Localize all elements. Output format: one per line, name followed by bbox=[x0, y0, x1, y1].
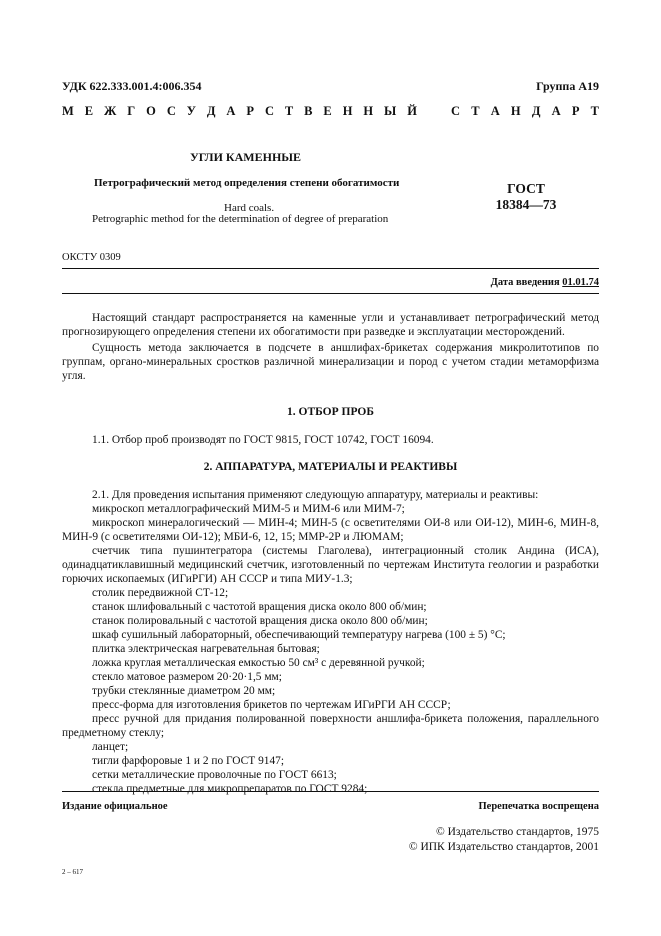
list-item: счетчик типа пушинтегратора (системы Глаголева), интеграционный столик Андина (ИСА), одинадцатиклавишный медицинский счетчик, изготовленный по чертежам Института геологии и разработки горючих ископаемых (ИГиРГИ) АН СССР и типа МИУ-1.3; bbox=[62, 545, 599, 585]
heading-letter: Р bbox=[246, 104, 255, 118]
intro-date-value: 01.01.74 bbox=[562, 277, 599, 288]
list-item: шкаф сушильный лабораторный, обеспечивающий температуру нагрева (100 ± 5) °С; bbox=[92, 629, 506, 641]
intro-paragraph: Настоящий стандарт распространяется на каменные угли и устанавливает петрографический метод прогнозирующего определения степени их обогатимости при разведке и эксплуатации месторождений. bbox=[62, 312, 599, 338]
heading-letter: Ы bbox=[384, 104, 397, 118]
list-item: микроскоп металлографический МИМ-5 и МИМ-6 или МИМ-7; bbox=[92, 503, 405, 515]
section-paragraph: 1.1. Отбор проб производят по ГОСТ 9815, ГОСТ 10742, ГОСТ 16094. bbox=[92, 434, 434, 446]
section-2 bbox=[62, 460, 599, 796]
interstate-standard-heading bbox=[62, 104, 599, 119]
section-1 bbox=[62, 405, 599, 447]
list-item: трубки стеклянные диаметром 20 мм; bbox=[92, 685, 276, 697]
reprint-notice: Перепечатка воспрещена bbox=[478, 801, 599, 812]
heading-letter: Д bbox=[206, 104, 216, 118]
intro-date-label: Дата введения bbox=[490, 277, 560, 288]
heading-letter: Д bbox=[531, 104, 541, 118]
interstate-word bbox=[62, 104, 417, 119]
list-item: пресс ручной для придания полированной поверхности аншлифа-брикета положения, параллельного предметному стеклу; bbox=[62, 713, 599, 739]
copyright-1975: © Издательство стандартов, 1975 bbox=[435, 826, 599, 838]
title-ru-sub: Петрографический метод определения степени обогатимости bbox=[94, 177, 400, 189]
heading-letter: Т bbox=[471, 104, 480, 118]
heading-letter: А bbox=[226, 104, 236, 118]
list-item: пресс-форма для изготовления брикетов по чертежам ИГиРГИ АН СССР; bbox=[92, 699, 451, 711]
heading-letter: Н bbox=[363, 104, 374, 118]
heading-letter: Н bbox=[342, 104, 353, 118]
standard-word bbox=[451, 104, 599, 119]
heading-letter: Г bbox=[127, 104, 136, 118]
list-item: тигли фарфоровые 1 и 2 по ГОСТ 9147; bbox=[92, 755, 285, 767]
official-edition: Издание официальное bbox=[62, 801, 168, 812]
heading-letter: М bbox=[62, 104, 74, 118]
divider-footer bbox=[62, 791, 599, 792]
group-code: Группа А19 bbox=[536, 79, 599, 93]
gost-number: 18384—73 bbox=[495, 197, 557, 212]
list-item: ланцет; bbox=[92, 741, 129, 753]
list-item: ложка круглая металлическая емкостью 50 см³ с деревянной ручкой; bbox=[92, 657, 425, 669]
heading-letter: Е bbox=[323, 104, 332, 118]
divider-date bbox=[62, 293, 599, 294]
heading-letter: У bbox=[186, 104, 196, 118]
list-item: столик передвижной СТ-12; bbox=[92, 587, 229, 599]
list-item: станок шлифовальный с частотой вращения диска около 800 об/мин; bbox=[92, 601, 427, 613]
copyright-2001: © ИПК Издательство стандартов, 2001 bbox=[408, 841, 599, 853]
heading-letter: А bbox=[551, 104, 561, 118]
intro-block bbox=[62, 311, 599, 383]
title-en-sub: Petrographic method for the determination of degree of preparation bbox=[92, 213, 389, 225]
list-item: плитка электрическая нагревательная бытовая; bbox=[92, 643, 320, 655]
section-lead: 2.1. Для проведения испытания применяют следующую аппаратуру, материалы и реактивы: bbox=[92, 489, 539, 501]
title-en-main: Hard coals. bbox=[224, 202, 275, 214]
heading-letter: Н bbox=[510, 104, 521, 118]
okstu-code: ОКСТУ 0309 bbox=[62, 252, 121, 263]
gost-designation bbox=[486, 181, 566, 213]
heading-letter: С bbox=[166, 104, 176, 118]
page-code: 2 – 617 bbox=[62, 868, 83, 876]
intro-paragraph: Сущность метода заключается в подсчете в аншлифах-брикетах содержания микролитотипов по группам, органо-минеральных сростков различной минерализации и пород с учетом стадии метаморфизма угля. bbox=[62, 342, 599, 382]
list-item: стекло матовое размером 20·20·1,5 мм; bbox=[92, 671, 282, 683]
udc-code: УДК 622.333.001.4:006.354 bbox=[62, 79, 202, 93]
section-title: 2. АППАРАТУРА, МАТЕРИАЛЫ И РЕАКТИВЫ bbox=[203, 461, 458, 473]
heading-letter: Е bbox=[84, 104, 94, 118]
heading-letter: Й bbox=[407, 104, 417, 118]
heading-letter: В bbox=[304, 104, 313, 118]
divider-top bbox=[62, 268, 599, 269]
list-item: сетки металлические проволочные по ГОСТ 6613; bbox=[92, 769, 337, 781]
equipment-list bbox=[62, 502, 599, 796]
list-item: стекла предметные для микропрепаратов по ГОСТ 9284; bbox=[92, 783, 368, 795]
section-title: 1. ОТБОР ПРОБ bbox=[287, 406, 374, 418]
list-item: микроскоп минералогический — МИН-4; МИН-5 (с осветителями ОИ-8 или ОИ-12), МИН-6, МИН-8, МИН-9 (с осветителями ОИ-12); МБИ-6, 12, 15; ММР-2Р и ЛЮМАМ; bbox=[62, 517, 599, 543]
heading-letter: С bbox=[264, 104, 274, 118]
gost-label: ГОСТ bbox=[507, 181, 545, 196]
heading-letter: Ж bbox=[104, 104, 117, 118]
heading-letter: С bbox=[451, 104, 461, 118]
list-item: станок полировальный с частотой вращения диска около 800 об/мин; bbox=[92, 615, 428, 627]
heading-letter: А bbox=[490, 104, 500, 118]
intro-date bbox=[491, 277, 599, 288]
title-ru-main: УГЛИ КАМЕННЫЕ bbox=[190, 150, 302, 164]
heading-letter: О bbox=[146, 104, 156, 118]
heading-letter: Р bbox=[571, 104, 580, 118]
heading-letter: Т bbox=[590, 104, 599, 118]
heading-letter: Т bbox=[284, 104, 294, 118]
